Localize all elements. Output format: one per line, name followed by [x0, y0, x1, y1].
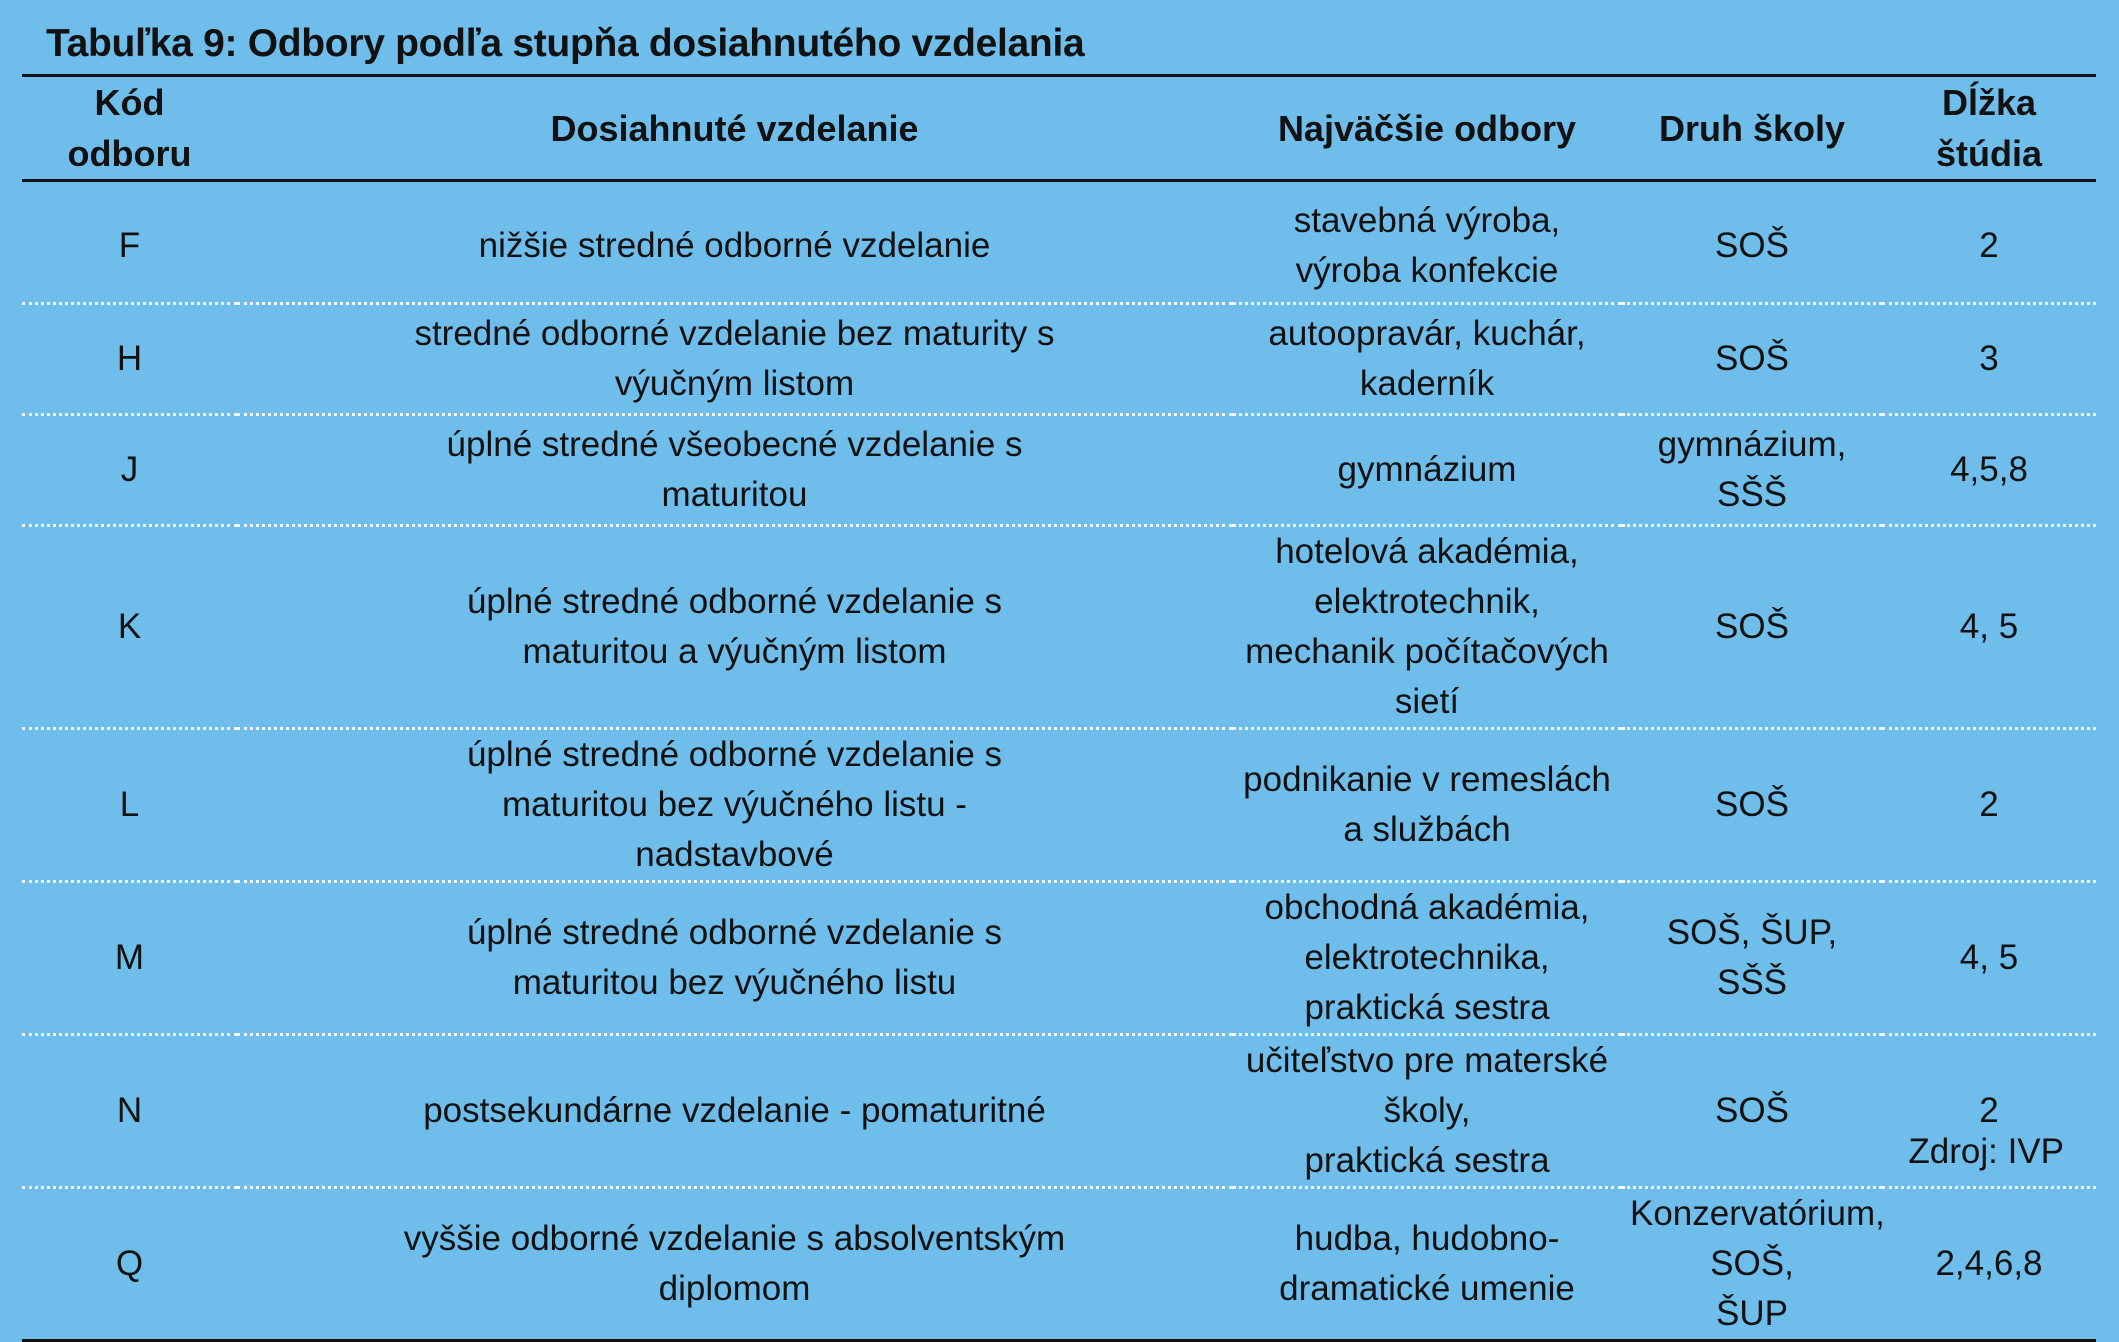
- cell-school-type: [1622, 414, 1882, 525]
- table-row: [22, 414, 2096, 525]
- cell-school-type: [1622, 1034, 1882, 1187]
- cell-code: M: [22, 881, 237, 1034]
- education-fields-table: [22, 74, 2096, 1342]
- table-row: [22, 525, 2096, 728]
- cell-education-line: výučným listom: [614, 363, 855, 403]
- cell-duration: 4, 5: [1882, 525, 2096, 728]
- table-row: [22, 1034, 2096, 1187]
- cell-duration: 2: [1882, 728, 2096, 881]
- header-school-type: Druh školy: [1622, 76, 1882, 181]
- cell-fields: [1232, 728, 1622, 881]
- cell-school-type-line: SOŠ: [1715, 338, 1789, 378]
- cell-fields-line: podnikanie v remeslách a službách: [1243, 759, 1611, 849]
- cell-school-type-line: Konzervatórium, SOŠ,: [1630, 1193, 1885, 1283]
- cell-fields-line: hotelová akadémia, elektrotechnik,: [1275, 531, 1579, 621]
- cell-fields-line: autoopravár, kuchár, kaderník: [1268, 313, 1586, 403]
- cell-fields-line: praktická sestra: [1304, 1140, 1550, 1180]
- cell-education-line: diplomom: [658, 1268, 811, 1308]
- cell-code: N: [22, 1034, 237, 1187]
- cell-fields: [1232, 1034, 1622, 1187]
- cell-fields-line: mechanik počítačových sietí: [1245, 631, 1609, 721]
- cell-duration: 4,5,8: [1882, 414, 2096, 525]
- cell-education-line: stredné odborné vzdelanie bez maturity s: [414, 313, 1055, 353]
- cell-education-line: nadstavbové: [635, 834, 834, 874]
- cell-fields: [1232, 414, 1622, 525]
- cell-fields-line: gymnázium: [1337, 449, 1517, 489]
- cell-education: [237, 881, 1232, 1034]
- table-row: [22, 881, 2096, 1034]
- cell-school-type-line: SOŠ: [1715, 225, 1789, 265]
- cell-school-type: [1622, 525, 1882, 728]
- cell-education-line: maturitou bez výučného listu -: [502, 784, 967, 824]
- cell-school-type-line: SOŠ: [1715, 784, 1789, 824]
- cell-fields: [1232, 1187, 1622, 1340]
- table-row: [22, 303, 2096, 414]
- cell-education: [237, 728, 1232, 881]
- cell-education-line: nižšie stredné odborné vzdelanie: [478, 225, 991, 265]
- cell-code: H: [22, 303, 237, 414]
- table-title: Tabuľka 9: Odbory podľa stupňa dosiahnutého vzdelania: [46, 22, 1085, 65]
- cell-code: F: [22, 190, 237, 303]
- cell-duration: 2,4,6,8: [1882, 1187, 2096, 1340]
- cell-code: K: [22, 525, 237, 728]
- cell-education-line: postsekundárne vzdelanie - pomaturitné: [423, 1090, 1046, 1130]
- cell-fields: [1232, 190, 1622, 303]
- source-note: Zdroj: IVP: [1908, 1132, 2064, 1171]
- cell-education: [237, 525, 1232, 728]
- cell-education-line: maturitou a výučným listom: [522, 631, 947, 671]
- cell-fields-line: elektrotechnika, praktická sestra: [1304, 937, 1550, 1027]
- header-fields: Najväčšie odbory: [1232, 76, 1622, 181]
- cell-fields-line: hudba, hudobno-dramatické umenie: [1279, 1218, 1575, 1308]
- table-row: [22, 190, 2096, 303]
- cell-code: L: [22, 728, 237, 881]
- cell-fields-line: učiteľstvo pre materské školy,: [1245, 1040, 1609, 1130]
- cell-duration: 2: [1882, 190, 2096, 303]
- cell-school-type-line: gymnázium, SŠŠ: [1657, 424, 1847, 514]
- table-row: [22, 728, 2096, 881]
- cell-education-line: úplné stredné všeobecné vzdelanie s: [446, 424, 1023, 464]
- cell-duration: 2: [1882, 1034, 2096, 1187]
- cell-school-type-line: SOŠ: [1715, 1090, 1789, 1130]
- cell-education: [237, 1034, 1232, 1187]
- cell-education-line: úplné stredné odborné vzdelanie s: [466, 581, 1003, 621]
- table-spacer-row: [22, 181, 2096, 191]
- cell-school-type: [1622, 728, 1882, 881]
- cell-school-type-line: SOŠ, ŠUP, SŠŠ: [1666, 912, 1838, 1002]
- cell-fields: [1232, 303, 1622, 414]
- cell-education-line: maturitou bez výučného listu: [512, 962, 957, 1002]
- header-code: Kód odboru: [22, 76, 237, 181]
- cell-school-type: [1622, 303, 1882, 414]
- cell-school-type: [1622, 190, 1882, 303]
- cell-education-line: úplné stredné odborné vzdelanie s: [466, 912, 1003, 952]
- cell-fields-line: obchodná akadémia,: [1264, 887, 1590, 927]
- cell-fields: [1232, 881, 1622, 1034]
- cell-education-line: vyššie odborné vzdelanie s absolventským: [403, 1218, 1066, 1258]
- cell-education: [237, 190, 1232, 303]
- cell-school-type: [1622, 1187, 1885, 1340]
- cell-education-line: úplné stredné odborné vzdelanie s: [466, 734, 1003, 774]
- cell-fields: [1232, 525, 1622, 728]
- cell-duration: 3: [1882, 303, 2096, 414]
- cell-code: Q: [22, 1187, 237, 1340]
- cell-fields-line: stavebná výroba, výroba konfekcie: [1293, 200, 1561, 290]
- cell-education: [237, 1187, 1232, 1340]
- cell-code: J: [22, 414, 237, 525]
- cell-school-type-line: SOŠ: [1715, 606, 1789, 646]
- cell-education: [237, 303, 1232, 414]
- cell-duration: 4, 5: [1882, 881, 2096, 1034]
- cell-education-line: maturitou: [661, 474, 808, 514]
- cell-school-type: [1622, 881, 1882, 1034]
- table-row: [22, 1187, 2096, 1340]
- table-header-row: [22, 76, 2096, 181]
- cell-education: [237, 414, 1232, 525]
- cell-school-type-line: ŠUP: [1716, 1293, 1788, 1333]
- header-education: Dosiahnuté vzdelanie: [237, 76, 1232, 181]
- header-duration: Dĺžka štúdia: [1882, 76, 2096, 181]
